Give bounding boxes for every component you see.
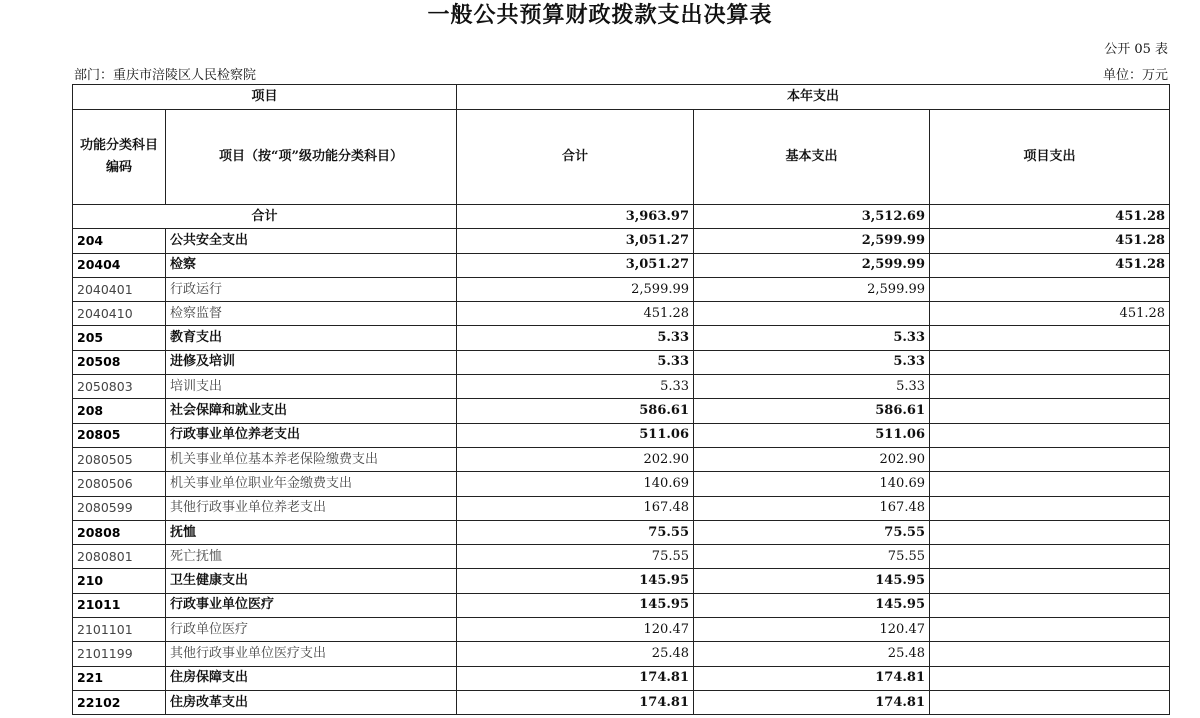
code-cell: 20508 bbox=[73, 350, 166, 374]
name-cell: 其他行政事业单位养老支出 bbox=[166, 496, 457, 520]
total-row bbox=[73, 205, 1170, 229]
total-cell: 75.55 bbox=[457, 520, 694, 544]
project-cell bbox=[930, 399, 1170, 423]
basic-cell: 511.06 bbox=[694, 423, 930, 447]
total-cell: 5.33 bbox=[457, 375, 694, 399]
total-basic: 3,512.69 bbox=[694, 205, 930, 229]
total-cell: 75.55 bbox=[457, 545, 694, 569]
total-cell: 202.90 bbox=[457, 447, 694, 471]
project-cell bbox=[930, 423, 1170, 447]
project-cell bbox=[930, 277, 1170, 301]
unit-label: 单位：万元 bbox=[1102, 68, 1168, 83]
total-cell: 2,599.99 bbox=[457, 277, 694, 301]
expenditure-table bbox=[72, 84, 1170, 715]
name-cell: 进修及培训 bbox=[166, 350, 457, 374]
table-row bbox=[73, 642, 1170, 666]
table-row bbox=[73, 666, 1170, 690]
name-cell: 培训支出 bbox=[166, 375, 457, 399]
name-cell: 行政单位医疗 bbox=[166, 618, 457, 642]
code-cell: 2101101 bbox=[73, 618, 166, 642]
project-cell: 451.28 bbox=[930, 229, 1170, 253]
code-cell: 2080801 bbox=[73, 545, 166, 569]
basic-cell: 167.48 bbox=[694, 496, 930, 520]
total-cell: 167.48 bbox=[457, 496, 694, 520]
code-cell: 208 bbox=[73, 399, 166, 423]
total-cell: 3,051.27 bbox=[457, 253, 694, 277]
total-cell: 145.95 bbox=[457, 569, 694, 593]
table-row bbox=[73, 593, 1170, 617]
basic-cell: 25.48 bbox=[694, 642, 930, 666]
name-cell: 行政事业单位医疗 bbox=[166, 593, 457, 617]
table-row bbox=[73, 253, 1170, 277]
total-label: 合计 bbox=[73, 205, 457, 229]
basic-cell: 5.33 bbox=[694, 326, 930, 350]
total-cell: 5.33 bbox=[457, 350, 694, 374]
project-cell bbox=[930, 326, 1170, 350]
name-cell: 机关事业单位基本养老保险缴费支出 bbox=[166, 447, 457, 471]
basic-cell: 202.90 bbox=[694, 447, 930, 471]
table-row bbox=[73, 375, 1170, 399]
total-cell: 145.95 bbox=[457, 593, 694, 617]
total-cell: 25.48 bbox=[457, 642, 694, 666]
name-cell: 行政运行 bbox=[166, 277, 457, 301]
total-cell: 451.28 bbox=[457, 302, 694, 326]
code-cell: 204 bbox=[73, 229, 166, 253]
name-cell: 公共安全支出 bbox=[166, 229, 457, 253]
project-cell bbox=[930, 618, 1170, 642]
basic-cell: 75.55 bbox=[694, 520, 930, 544]
name-cell: 其他行政事业单位医疗支出 bbox=[166, 642, 457, 666]
basic-cell: 75.55 bbox=[694, 545, 930, 569]
basic-cell: 586.61 bbox=[694, 399, 930, 423]
header-row-top bbox=[73, 85, 1170, 110]
name-cell: 检察 bbox=[166, 253, 457, 277]
code-cell: 205 bbox=[73, 326, 166, 350]
basic-cell: 2,599.99 bbox=[694, 277, 930, 301]
table-row bbox=[73, 690, 1170, 714]
name-cell: 社会保障和就业支出 bbox=[166, 399, 457, 423]
code-cell: 2080505 bbox=[73, 447, 166, 471]
code-cell: 2040401 bbox=[73, 277, 166, 301]
total-cell: 511.06 bbox=[457, 423, 694, 447]
basic-cell bbox=[694, 302, 930, 326]
table-row bbox=[73, 350, 1170, 374]
header-project: 项目 bbox=[73, 85, 457, 110]
table-row bbox=[73, 472, 1170, 496]
basic-cell: 174.81 bbox=[694, 666, 930, 690]
code-cell: 221 bbox=[73, 666, 166, 690]
project-cell bbox=[930, 569, 1170, 593]
name-cell: 抚恤 bbox=[166, 520, 457, 544]
project-cell bbox=[930, 350, 1170, 374]
basic-cell: 2,599.99 bbox=[694, 229, 930, 253]
project-cell bbox=[930, 447, 1170, 471]
report-title: 一般公共预算财政拨款支出决算表 bbox=[427, 2, 773, 28]
project-cell bbox=[930, 642, 1170, 666]
table-row bbox=[73, 520, 1170, 544]
project-cell bbox=[930, 520, 1170, 544]
project-cell bbox=[930, 375, 1170, 399]
table-row bbox=[73, 618, 1170, 642]
total-cell: 120.47 bbox=[457, 618, 694, 642]
basic-cell: 2,599.99 bbox=[694, 253, 930, 277]
project-cell bbox=[930, 666, 1170, 690]
total-cell: 5.33 bbox=[457, 326, 694, 350]
basic-cell: 5.33 bbox=[694, 375, 930, 399]
name-cell: 住房保障支出 bbox=[166, 666, 457, 690]
project-cell bbox=[930, 690, 1170, 714]
header-project-expense: 项目支出 bbox=[930, 110, 1170, 205]
table-row bbox=[73, 545, 1170, 569]
name-cell: 死亡抚恤 bbox=[166, 545, 457, 569]
table-row bbox=[73, 277, 1170, 301]
project-cell bbox=[930, 545, 1170, 569]
department-label: 部门：重庆市涪陵区人民检察院 bbox=[74, 68, 257, 83]
code-cell: 20404 bbox=[73, 253, 166, 277]
basic-cell: 5.33 bbox=[694, 350, 930, 374]
total-cell: 140.69 bbox=[457, 472, 694, 496]
header-basic: 基本支出 bbox=[694, 110, 930, 205]
total-cell: 586.61 bbox=[457, 399, 694, 423]
code-cell: 2080599 bbox=[73, 496, 166, 520]
header-current-year: 本年支出 bbox=[457, 85, 1170, 110]
table-row bbox=[73, 399, 1170, 423]
name-cell: 机关事业单位职业年金缴费支出 bbox=[166, 472, 457, 496]
basic-cell: 140.69 bbox=[694, 472, 930, 496]
table-row bbox=[73, 326, 1170, 350]
basic-cell: 120.47 bbox=[694, 618, 930, 642]
total-cell: 174.81 bbox=[457, 690, 694, 714]
table-row bbox=[73, 229, 1170, 253]
project-cell bbox=[930, 496, 1170, 520]
name-cell: 卫生健康支出 bbox=[166, 569, 457, 593]
project-cell: 451.28 bbox=[930, 253, 1170, 277]
total-cell: 174.81 bbox=[457, 666, 694, 690]
total-cell: 3,051.27 bbox=[457, 229, 694, 253]
basic-cell: 174.81 bbox=[694, 690, 930, 714]
header-code: 功能分类科目编码 bbox=[73, 110, 166, 205]
code-cell: 21011 bbox=[73, 593, 166, 617]
name-cell: 检察监督 bbox=[166, 302, 457, 326]
name-cell: 教育支出 bbox=[166, 326, 457, 350]
code-cell: 22102 bbox=[73, 690, 166, 714]
name-cell: 行政事业单位养老支出 bbox=[166, 423, 457, 447]
project-cell bbox=[930, 593, 1170, 617]
name-cell: 住房改革支出 bbox=[166, 690, 457, 714]
header-row-columns bbox=[73, 110, 1170, 205]
code-cell: 210 bbox=[73, 569, 166, 593]
form-number: 公开 05 表 bbox=[1104, 42, 1168, 57]
table-row bbox=[73, 447, 1170, 471]
total-project: 451.28 bbox=[930, 205, 1170, 229]
code-cell: 20808 bbox=[73, 520, 166, 544]
header-total: 合计 bbox=[457, 110, 694, 205]
total-amount: 3,963.97 bbox=[457, 205, 694, 229]
code-cell: 2040410 bbox=[73, 302, 166, 326]
code-cell: 20805 bbox=[73, 423, 166, 447]
basic-cell: 145.95 bbox=[694, 593, 930, 617]
code-cell: 2080506 bbox=[73, 472, 166, 496]
project-cell bbox=[930, 472, 1170, 496]
table-row bbox=[73, 423, 1170, 447]
code-cell: 2050803 bbox=[73, 375, 166, 399]
code-cell: 2101199 bbox=[73, 642, 166, 666]
table-row bbox=[73, 302, 1170, 326]
basic-cell: 145.95 bbox=[694, 569, 930, 593]
project-cell: 451.28 bbox=[930, 302, 1170, 326]
table-row bbox=[73, 496, 1170, 520]
table-row bbox=[73, 569, 1170, 593]
header-item: 项目（按“项”级功能分类科目） bbox=[166, 110, 457, 205]
